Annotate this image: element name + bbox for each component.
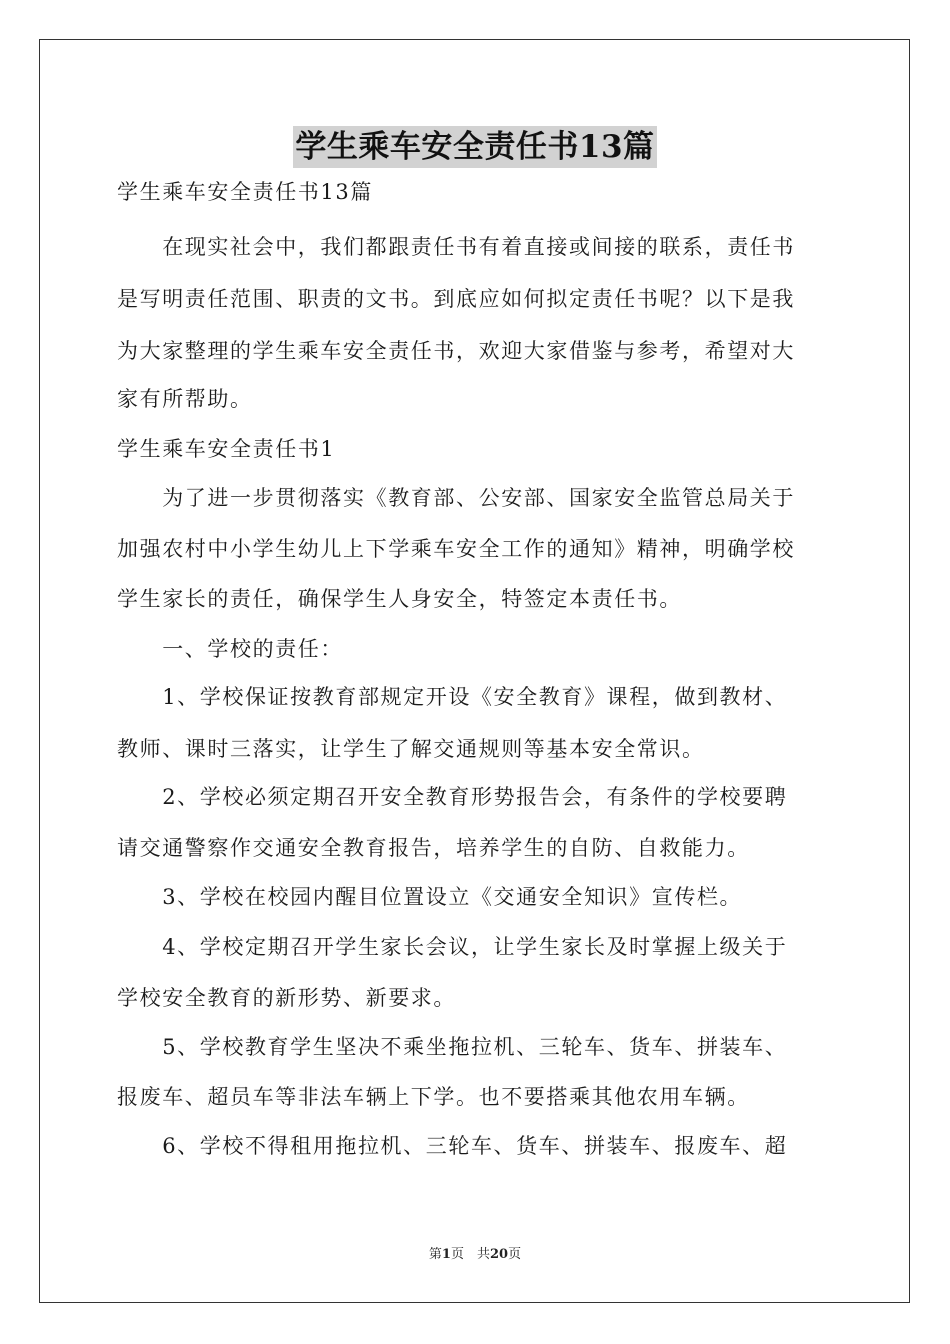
- text-line: 6、学校不得租用拖拉机、三轮车、货车、拼装车、报废车、超: [117, 1134, 788, 1158]
- text-line: 学生家长的责任，确保学生人身安全，特签定本责任书。: [117, 587, 682, 611]
- page-footer: [0, 1247, 950, 1263]
- footer-suffix: 页: [508, 1247, 522, 1262]
- footer-prefix: 第: [428, 1247, 442, 1262]
- total-page-count: 20: [489, 1247, 509, 1262]
- text-line: 3、学校在校园内醒目位置设立《交通安全知识》宣传栏。: [117, 885, 743, 909]
- text-line: 学生乘车安全责任书13篇: [117, 180, 373, 204]
- text-line: 是写明责任范围、职责的文书。到底应如何拟定责任书呢？以下是我: [117, 287, 795, 311]
- page-border: [39, 39, 910, 1303]
- text-line: 教师、课时三落实，让学生了解交通规则等基本安全常识。: [117, 737, 705, 761]
- text-line: 学校安全教育的新形势、新要求。: [117, 986, 456, 1010]
- text-line: 在现实社会中，我们都跟责任书有着直接或间接的联系，责任书: [117, 235, 795, 259]
- text-line: 学生乘车安全责任书1: [117, 437, 336, 461]
- footer-mid: 页 共: [450, 1247, 490, 1262]
- current-page-number: 1: [441, 1247, 451, 1262]
- text-line: 家有所帮助。: [117, 387, 253, 411]
- text-line: 4、学校定期召开学生家长会议，让学生家长及时掌握上级关于: [117, 935, 788, 959]
- title-block: [0, 126, 950, 168]
- text-line: 请交通警察作交通安全教育报告，培养学生的自防、自救能力。: [117, 836, 750, 860]
- text-line: 一、学校的责任：: [117, 637, 343, 661]
- text-line: 2、学校必须定期召开安全教育形势报告会，有条件的学校要聘: [117, 785, 788, 809]
- text-line: 加强农村中小学生幼儿上下学乘车安全工作的通知》精神，明确学校: [117, 537, 795, 561]
- text-line: 为了进一步贯彻落实《教育部、公安部、国家安全监管总局关于: [117, 486, 795, 510]
- text-line: 为大家整理的学生乘车安全责任书，欢迎大家借鉴与参考，希望对大: [117, 339, 795, 363]
- text-line: 1、学校保证按教育部规定开设《安全教育》课程，做到教材、: [117, 685, 788, 709]
- text-line: 5、学校教育学生坚决不乘坐拖拉机、三轮车、货车、拼装车、: [117, 1035, 788, 1059]
- document-title: 学生乘车安全责任书13篇: [293, 126, 656, 168]
- text-line: 报废车、超员车等非法车辆上下学。也不要搭乘其他农用车辆。: [117, 1085, 750, 1109]
